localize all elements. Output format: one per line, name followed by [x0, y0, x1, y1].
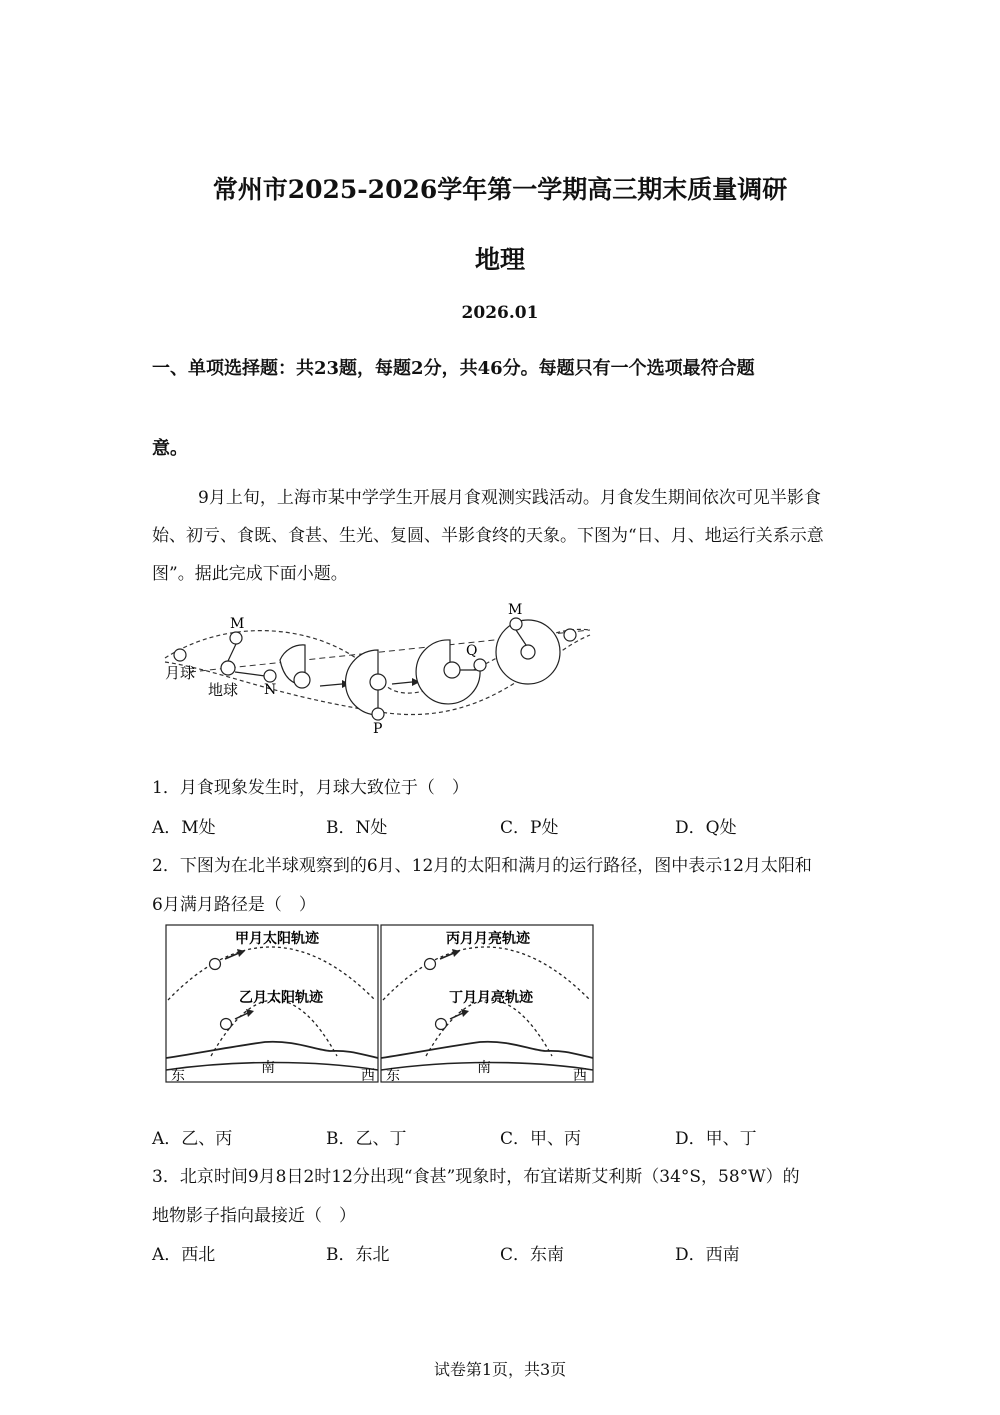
point-m-left: [230, 632, 242, 644]
left-west-label: 西: [361, 1068, 375, 1084]
q3-option-d[interactable]: D．西南: [675, 1245, 740, 1265]
left-upper-label: 甲月太阳轨迹: [235, 931, 319, 947]
earth-circle-2: [294, 672, 310, 688]
eclipse-diagram: [160, 600, 600, 740]
right-lower-label: 丁月月亮轨迹: [449, 990, 533, 1006]
section-heading-line1: 一、单项选择题：共23题，每题2分，共46分。每题只有一个选项最符合题: [152, 358, 755, 379]
point-n: [264, 670, 276, 682]
label-earth: 地球: [208, 681, 239, 699]
q1-option-c[interactable]: C．P处: [500, 818, 559, 838]
point-p: [372, 708, 384, 720]
right-east-label: 东: [386, 1068, 400, 1084]
q1-option-a[interactable]: A．M处: [152, 818, 216, 838]
q1-option-b[interactable]: B．N处: [326, 818, 388, 838]
q2-option-b[interactable]: B．乙、丁: [326, 1129, 407, 1149]
label-m-right: M: [508, 602, 523, 618]
label-m-left: M: [230, 616, 245, 632]
left-lower-sun-icon: [221, 1019, 232, 1030]
right-upper-moon-icon: [425, 959, 436, 970]
section-heading-line2: 意。: [152, 438, 188, 459]
passage-text: 9月上旬，上海市某中学学生开展月食观测实践活动。月食发生期间依次可见半影食始、初亏、食既、食甚、生光、复圆、半影食终的天象。下图为“日、月、地运行关系示意图”。据此完成下面小题。: [152, 488, 824, 584]
exam-date: 2026.01: [461, 303, 539, 323]
point-q: [474, 659, 486, 671]
question-1-stem: 1．月食现象发生时，月球大致位于（ ）: [152, 778, 469, 798]
earth-circle-5: [521, 645, 535, 659]
q2-option-c[interactable]: C．甲、丙: [500, 1129, 582, 1149]
exam-title: 常州市2025-2026学年第一学期高三期末质量调研: [212, 175, 788, 204]
page-footer: 试卷第1页，共3页: [433, 1360, 567, 1379]
right-west-label: 西: [573, 1068, 587, 1084]
left-lower-label: 乙月太阳轨迹: [239, 990, 323, 1006]
sun-moon-path-diagram: [165, 924, 595, 1086]
label-n: N: [264, 682, 277, 698]
earth-circle-3: [370, 674, 386, 690]
q3-option-b[interactable]: B．东北: [326, 1245, 390, 1265]
left-upper-sun-icon: [210, 959, 221, 970]
q2-option-a[interactable]: A．乙、丙: [152, 1129, 233, 1149]
right-upper-label: 丙月月亮轨迹: [446, 931, 530, 947]
label-moon: 月球: [165, 664, 196, 682]
right-south-label: 南: [477, 1060, 491, 1076]
point-m-right: [510, 618, 522, 630]
earth-circle-1: [221, 661, 235, 675]
q2-option-d[interactable]: D．甲、丁: [675, 1129, 757, 1149]
subject-title: 地理: [474, 245, 525, 274]
moon-circle-left: [174, 649, 186, 661]
earth-circle-4: [444, 662, 460, 678]
question-3-stem-line1: 3．北京时间9月8日2时12分出现“食甚”现象时，布宜诺斯艾利斯（34°S，58°W）的: [152, 1167, 800, 1187]
question-2-stem-line1: 2．下图为在北半球观察到的6月、12月的太阳和满月的运行路径，图中表示12月太阳和: [152, 856, 812, 876]
question-3-stem-line2: 地物影子指向最接近（ ）: [152, 1206, 356, 1226]
q3-option-c[interactable]: C．东南: [500, 1245, 565, 1265]
left-east-label: 东: [171, 1068, 185, 1084]
q3-option-a[interactable]: A．西北: [152, 1245, 216, 1265]
label-p: P: [373, 721, 383, 737]
left-south-label: 南: [261, 1060, 275, 1076]
question-2-stem-line2: 6月满月路径是（ ）: [152, 895, 316, 915]
label-q: Q: [466, 643, 478, 659]
q1-option-d[interactable]: D．Q处: [675, 818, 737, 838]
right-lower-moon-icon: [436, 1019, 447, 1030]
moon-circle-right: [564, 629, 576, 641]
